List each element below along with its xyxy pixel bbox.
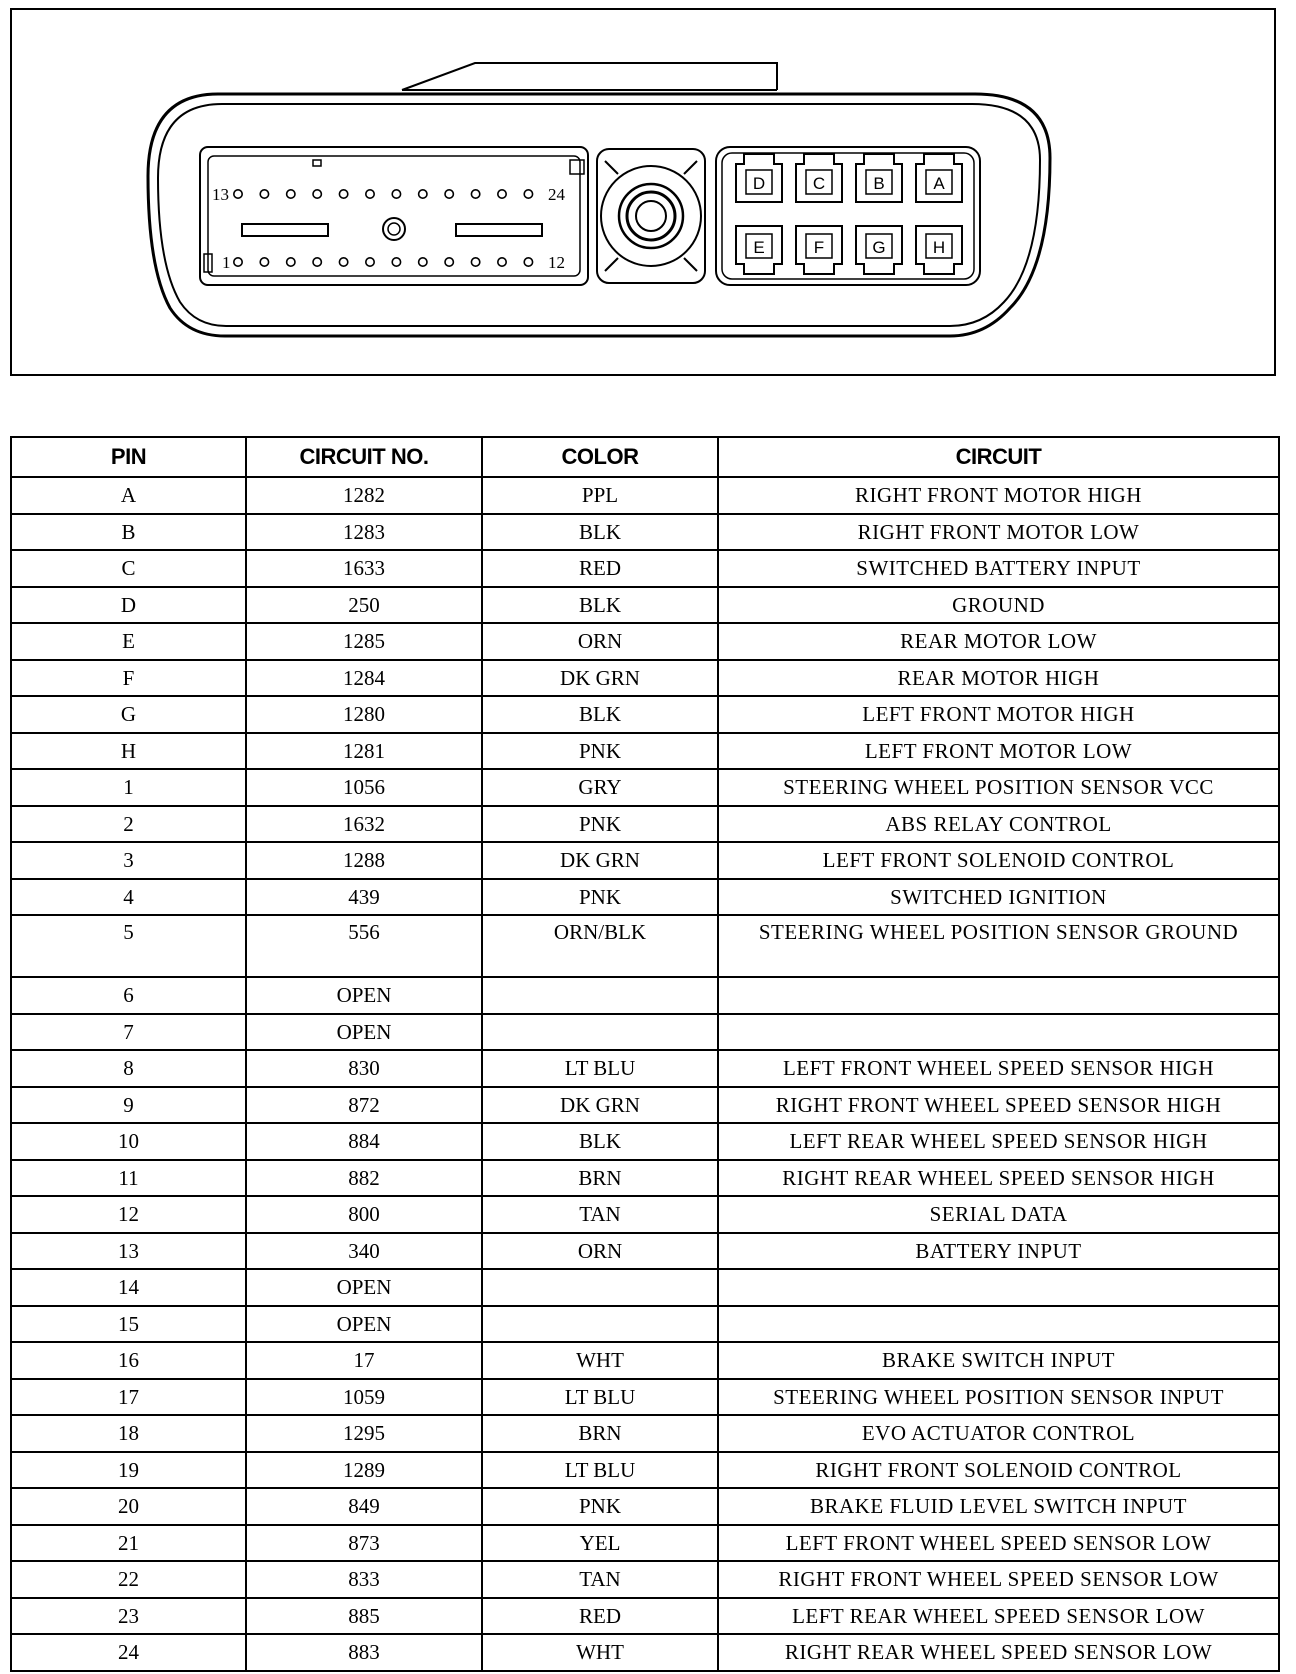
circuit-no-cell: 1280 xyxy=(246,696,482,733)
top-pin-hole xyxy=(313,190,321,198)
circuit-no-cell: 250 xyxy=(246,587,482,624)
pin-cell: F xyxy=(11,660,246,697)
circuit-cell: EVO ACTUATOR CONTROL xyxy=(718,1415,1279,1452)
pin-cell: 7 xyxy=(11,1014,246,1051)
circuit-cell: LEFT FRONT WHEEL SPEED SENSOR HIGH xyxy=(718,1050,1279,1087)
connector-drawing xyxy=(10,8,1276,376)
bottom-pin-hole xyxy=(366,258,374,266)
circuit-no-cell: 872 xyxy=(246,1087,482,1124)
pin-cell: 13 xyxy=(11,1233,246,1270)
pin-cavity xyxy=(796,154,842,202)
circuit-cell: LEFT REAR WHEEL SPEED SENSOR LOW xyxy=(718,1598,1279,1635)
circuit-cell: RIGHT FRONT MOTOR HIGH xyxy=(718,477,1279,514)
table-row xyxy=(11,1598,1279,1635)
cavity-label: B xyxy=(873,174,885,193)
color-cell: YEL xyxy=(482,1525,718,1562)
table-row xyxy=(11,1379,1279,1416)
top-pin-hole xyxy=(471,190,479,198)
circuit-no-cell: 1059 xyxy=(246,1379,482,1416)
table-row xyxy=(11,977,1279,1014)
table-row xyxy=(11,514,1279,551)
circuit-cell: RIGHT FRONT WHEEL SPEED SENSOR HIGH xyxy=(718,1087,1279,1124)
circuit-cell xyxy=(718,1269,1279,1306)
circuit-no-cell: 340 xyxy=(246,1233,482,1270)
pin-cell: 22 xyxy=(11,1561,246,1598)
connector-housing-inner xyxy=(158,104,1040,326)
circuit-cell: ABS RELAY CONTROL xyxy=(718,806,1279,843)
circuit-no-cell: 439 xyxy=(246,879,482,916)
header-circuit-no: CIRCUIT NO. xyxy=(246,437,482,477)
circuit-cell: LEFT FRONT MOTOR HIGH xyxy=(718,696,1279,733)
pin-cell: E xyxy=(11,623,246,660)
top-pin-row xyxy=(234,190,533,198)
table-row xyxy=(11,696,1279,733)
pin-cell: H xyxy=(11,733,246,770)
pin-cell: 12 xyxy=(11,1196,246,1233)
circuit-no-cell: 1283 xyxy=(246,514,482,551)
circuit-no-cell: 1285 xyxy=(246,623,482,660)
circuit-no-cell: 1056 xyxy=(246,769,482,806)
center-bolt-icon xyxy=(597,149,705,283)
circuit-no-cell: 885 xyxy=(246,1598,482,1635)
pin-table-container xyxy=(10,436,1278,1672)
bottom-pin-hole xyxy=(260,258,268,266)
table-row xyxy=(11,915,1279,977)
color-cell: ORN xyxy=(482,623,718,660)
connector-housing-outer xyxy=(148,94,1050,336)
circuit-no-cell: OPEN xyxy=(246,1269,482,1306)
color-cell: DK GRN xyxy=(482,842,718,879)
color-cell: BLK xyxy=(482,1123,718,1160)
table-header-row xyxy=(11,437,1279,477)
pin-cavity xyxy=(856,154,902,202)
pin-cell: 5 xyxy=(11,915,246,977)
color-cell: WHT xyxy=(482,1634,718,1671)
cavity-label: D xyxy=(752,174,766,193)
pin-cell: 18 xyxy=(11,1415,246,1452)
circuit-no-cell: 873 xyxy=(246,1525,482,1562)
pin-label-13: 13 xyxy=(212,185,229,204)
table-row xyxy=(11,1488,1279,1525)
circuit-cell: BRAKE FLUID LEVEL SWITCH INPUT xyxy=(718,1488,1279,1525)
table-row xyxy=(11,806,1279,843)
table-row xyxy=(11,1123,1279,1160)
pin-cavity xyxy=(736,154,782,202)
color-cell: BLK xyxy=(482,514,718,551)
circuit-no-cell: 1289 xyxy=(246,1452,482,1489)
circuit-no-cell: OPEN xyxy=(246,977,482,1014)
color-cell: DK GRN xyxy=(482,660,718,697)
bottom-pin-hole xyxy=(471,258,479,266)
pin-cell: 14 xyxy=(11,1269,246,1306)
color-cell: PNK xyxy=(482,879,718,916)
circuit-cell: REAR MOTOR HIGH xyxy=(718,660,1279,697)
pin-cell: 8 xyxy=(11,1050,246,1087)
table-row xyxy=(11,550,1279,587)
table-row xyxy=(11,879,1279,916)
top-pin-hole xyxy=(287,190,295,198)
table-row xyxy=(11,1233,1279,1270)
circuit-cell: GROUND xyxy=(718,587,1279,624)
bottom-pin-hole xyxy=(419,258,427,266)
circuit-no-cell: 833 xyxy=(246,1561,482,1598)
pin-cell: 15 xyxy=(11,1306,246,1343)
table-row xyxy=(11,1525,1279,1562)
color-cell: LT BLU xyxy=(482,1379,718,1416)
color-cell: BLK xyxy=(482,587,718,624)
pin-cell: 2 xyxy=(11,806,246,843)
right-cavity-block xyxy=(716,147,980,285)
circuit-cell: SERIAL DATA xyxy=(718,1196,1279,1233)
color-cell: RED xyxy=(482,550,718,587)
color-cell: BRN xyxy=(482,1415,718,1452)
circuit-cell: REAR MOTOR LOW xyxy=(718,623,1279,660)
color-cell: WHT xyxy=(482,1342,718,1379)
color-cell: LT BLU xyxy=(482,1452,718,1489)
bottom-pin-hole xyxy=(392,258,400,266)
pin-cell: 24 xyxy=(11,1634,246,1671)
cavity-label: F xyxy=(813,238,825,257)
circuit-cell: LEFT REAR WHEEL SPEED SENSOR HIGH xyxy=(718,1123,1279,1160)
circuit-cell: STEERING WHEEL POSITION SENSOR INPUT xyxy=(718,1379,1279,1416)
color-cell: LT BLU xyxy=(482,1050,718,1087)
color-cell xyxy=(482,977,718,1014)
circuit-no-cell: 800 xyxy=(246,1196,482,1233)
circuit-no-cell: OPEN xyxy=(246,1014,482,1051)
table-row xyxy=(11,1050,1279,1087)
pin-cell: A xyxy=(11,477,246,514)
bottom-pin-hole xyxy=(339,258,347,266)
bottom-pin-hole xyxy=(524,258,532,266)
color-cell: PNK xyxy=(482,733,718,770)
table-row xyxy=(11,1306,1279,1343)
circuit-cell xyxy=(718,977,1279,1014)
table-row xyxy=(11,1561,1279,1598)
color-cell xyxy=(482,1269,718,1306)
table-row xyxy=(11,1196,1279,1233)
table-row xyxy=(11,1634,1279,1671)
center-post-icon xyxy=(383,218,405,240)
circuit-no-cell: 1282 xyxy=(246,477,482,514)
pin-cell: G xyxy=(11,696,246,733)
pin-cell: B xyxy=(11,514,246,551)
pin-cell: 23 xyxy=(11,1598,246,1635)
pin-cavity xyxy=(856,226,902,274)
circuit-no-cell: 882 xyxy=(246,1160,482,1197)
circuit-cell xyxy=(718,1306,1279,1343)
pin-cavity xyxy=(916,154,962,202)
circuit-no-cell: 1633 xyxy=(246,550,482,587)
connector-latch xyxy=(402,63,777,90)
left-pin-block xyxy=(200,147,588,285)
table-row xyxy=(11,623,1279,660)
pin-cell: 9 xyxy=(11,1087,246,1124)
top-pin-hole xyxy=(445,190,453,198)
table-row xyxy=(11,1014,1279,1051)
color-cell: ORN/BLK xyxy=(482,915,718,977)
circuit-cell: SWITCHED BATTERY INPUT xyxy=(718,550,1279,587)
pin-cell: 21 xyxy=(11,1525,246,1562)
pin-cell: 6 xyxy=(11,977,246,1014)
table-row xyxy=(11,587,1279,624)
color-cell: PPL xyxy=(482,477,718,514)
keying-slot-left xyxy=(242,224,328,236)
pin-cavity xyxy=(916,226,962,274)
pin-cell: 11 xyxy=(11,1160,246,1197)
top-pin-hole xyxy=(260,190,268,198)
color-cell: TAN xyxy=(482,1561,718,1598)
pin-label-1: 1 xyxy=(222,253,231,272)
circuit-cell xyxy=(718,1014,1279,1051)
circuit-no-cell: 849 xyxy=(246,1488,482,1525)
top-pin-hole xyxy=(234,190,242,198)
circuit-no-cell: 17 xyxy=(246,1342,482,1379)
circuit-cell: BATTERY INPUT xyxy=(718,1233,1279,1270)
circuit-cell: STEERING WHEEL POSITION SENSOR GROUND xyxy=(718,915,1279,977)
circuit-no-cell: 1281 xyxy=(246,733,482,770)
circuit-no-cell: 556 xyxy=(246,915,482,977)
color-cell xyxy=(482,1014,718,1051)
circuit-no-cell: 1288 xyxy=(246,842,482,879)
circuit-no-cell: 830 xyxy=(246,1050,482,1087)
keying-slot-right xyxy=(456,224,542,236)
table-row xyxy=(11,1160,1279,1197)
color-cell: DK GRN xyxy=(482,1087,718,1124)
circuit-no-cell: 883 xyxy=(246,1634,482,1671)
color-cell xyxy=(482,1306,718,1343)
bottom-pin-hole xyxy=(234,258,242,266)
header-pin: PIN xyxy=(11,437,246,477)
circuit-cell: LEFT FRONT MOTOR LOW xyxy=(718,733,1279,770)
pin-table xyxy=(10,436,1280,1672)
top-pin-hole xyxy=(524,190,532,198)
pin-cell: 4 xyxy=(11,879,246,916)
pin-cavity xyxy=(736,226,782,274)
pin-cell: D xyxy=(11,587,246,624)
cavity-label: G xyxy=(872,238,886,257)
pin-label-12: 12 xyxy=(548,253,565,272)
pin-cavity xyxy=(796,226,842,274)
connector-diagram xyxy=(10,8,1276,376)
cavity-label: A xyxy=(933,174,945,193)
pin-cell: 10 xyxy=(11,1123,246,1160)
circuit-cell: BRAKE SWITCH INPUT xyxy=(718,1342,1279,1379)
circuit-cell: SWITCHED IGNITION xyxy=(718,879,1279,916)
table-row xyxy=(11,477,1279,514)
color-cell: PNK xyxy=(482,1488,718,1525)
cavity-label: H xyxy=(932,238,946,257)
table-row xyxy=(11,842,1279,879)
bottom-pin-hole xyxy=(445,258,453,266)
table-row xyxy=(11,733,1279,770)
table-row xyxy=(11,769,1279,806)
color-cell: TAN xyxy=(482,1196,718,1233)
table-row xyxy=(11,1269,1279,1306)
pin-cell: 20 xyxy=(11,1488,246,1525)
pin-cell: 19 xyxy=(11,1452,246,1489)
top-pin-hole xyxy=(498,190,506,198)
color-cell: BLK xyxy=(482,696,718,733)
table-row xyxy=(11,1415,1279,1452)
circuit-cell: STEERING WHEEL POSITION SENSOR VCC xyxy=(718,769,1279,806)
pin-cell: 3 xyxy=(11,842,246,879)
bottom-pin-hole xyxy=(287,258,295,266)
pin-cell: 16 xyxy=(11,1342,246,1379)
pin-label-24: 24 xyxy=(548,185,565,204)
circuit-no-cell: 1295 xyxy=(246,1415,482,1452)
table-row xyxy=(11,660,1279,697)
circuit-cell: RIGHT FRONT SOLENOID CONTROL xyxy=(718,1452,1279,1489)
header-color: COLOR xyxy=(482,437,718,477)
color-cell: GRY xyxy=(482,769,718,806)
circuit-cell: RIGHT FRONT WHEEL SPEED SENSOR LOW xyxy=(718,1561,1279,1598)
circuit-cell: RIGHT REAR WHEEL SPEED SENSOR HIGH xyxy=(718,1160,1279,1197)
color-cell: ORN xyxy=(482,1233,718,1270)
top-pin-hole xyxy=(366,190,374,198)
circuit-cell: LEFT FRONT SOLENOID CONTROL xyxy=(718,842,1279,879)
top-pin-hole xyxy=(419,190,427,198)
table-row xyxy=(11,1087,1279,1124)
pin-cell: C xyxy=(11,550,246,587)
color-cell: BRN xyxy=(482,1160,718,1197)
circuit-cell: RIGHT FRONT MOTOR LOW xyxy=(718,514,1279,551)
table-row xyxy=(11,1342,1279,1379)
circuit-cell: RIGHT REAR WHEEL SPEED SENSOR LOW xyxy=(718,1634,1279,1671)
top-pin-hole xyxy=(339,190,347,198)
circuit-no-cell: 884 xyxy=(246,1123,482,1160)
cavity-label: C xyxy=(812,174,826,193)
header-circuit: CIRCUIT xyxy=(718,437,1279,477)
color-cell: RED xyxy=(482,1598,718,1635)
circuit-no-cell: 1284 xyxy=(246,660,482,697)
bottom-pin-row xyxy=(234,258,533,266)
pin-cell: 1 xyxy=(11,769,246,806)
table-row xyxy=(11,1452,1279,1489)
circuit-no-cell: OPEN xyxy=(246,1306,482,1343)
cavity-label: E xyxy=(753,238,765,257)
bottom-pin-hole xyxy=(313,258,321,266)
color-cell: PNK xyxy=(482,806,718,843)
pin-cell: 17 xyxy=(11,1379,246,1416)
circuit-cell: LEFT FRONT WHEEL SPEED SENSOR LOW xyxy=(718,1525,1279,1562)
top-pin-hole xyxy=(392,190,400,198)
circuit-no-cell: 1632 xyxy=(246,806,482,843)
bottom-pin-hole xyxy=(498,258,506,266)
